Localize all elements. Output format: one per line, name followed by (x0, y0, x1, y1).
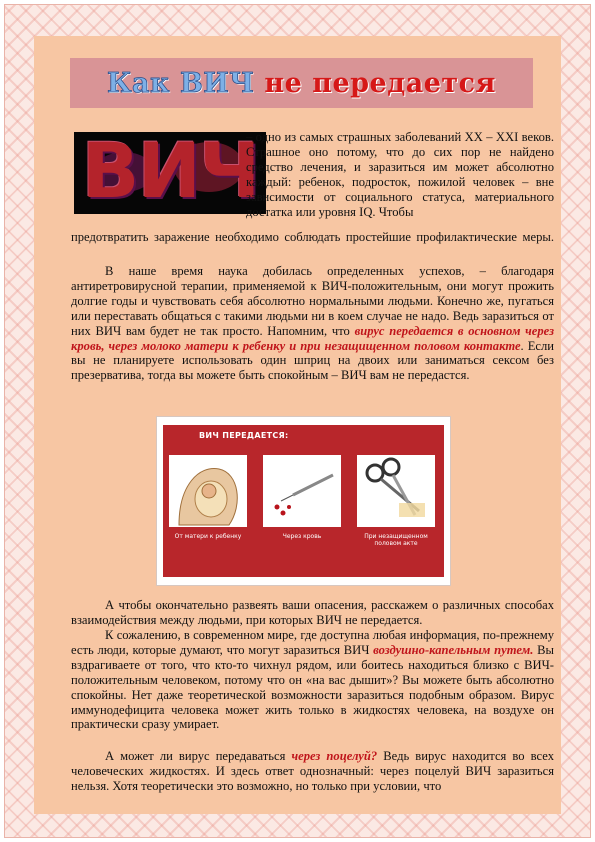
blood-syringe-illustration (263, 455, 341, 527)
title-part-1: Как ВИЧ (107, 67, 255, 99)
transmission-figure (156, 416, 451, 586)
logo-lettering: ВИЧ (81, 132, 259, 214)
scissors-illustration (357, 455, 435, 527)
title-part-2: не передается (264, 67, 496, 99)
title-banner (70, 58, 533, 108)
page (34, 36, 561, 814)
emphasis-kiss: через поцелуй? (291, 749, 378, 763)
intro-text-continued: предотвратить заражение необходимо соблюдать простейшие профилактические меры. (71, 230, 554, 244)
caption-blood: Через кровь (282, 533, 322, 540)
caption-mother-child: От матери к ребенку (174, 533, 242, 540)
paragraph-kiss: А может ли вирус передаваться через поцелуй? Ведь вирус находится во всех человеческих жидкостях. И здесь ответ однозначный: через поцелуй ВИЧ заразиться нельзя. Хотя теоретически это возможно, но только при условии, что (71, 749, 554, 793)
paragraph-reassure: А чтобы окончательно развеять ваши опасения, расскажем о различных способах взаимодействия между людьми, при которых ВИЧ не передается. (71, 598, 554, 627)
paragraph-airborne: К сожалению, в современном мире, где доступна любая информация, по-прежнему есть люди, которые думают, что могут заразиться ВИЧ воздушно-капельным путем. Вы вздрагиваете от того, что кто-то чихнул рядом, или боитесь находиться близко с ВИЧ-положительным человеком, потому что он «на вас дышит»? Вы можете быть абсолютно спокойны. Нет даже теоретической возможности заразиться подобным образом. Вирус иммунодефицита человека может жить только в жидкостях человека, на воздухе он практически сразу умирает. (71, 628, 554, 732)
paragraph-science: В наше время наука добилась определенных успехов, – благодаря антиретровирусной терапии, применяемой к ВИЧ-положительным, они могут прожить долгие годы и чувствовать себя абсолютно нормальными людьми. Конечно же, пугаться или переставать общаться с такими людьми ни в коем случае не надо. Ведь заразиться от них ВИЧ вам будет не так просто. Напомним, что вирус передается в основном через кровь, через молоко матери к ребенку и при незащищенном половом контакте. Если вы не планируете использовать один шприц на двоих или заниматься сексом без презерватива, тогда вы можете быть спокойным – ВИЧ вам не передастся. (71, 264, 554, 383)
hiv-logo-image (74, 132, 266, 214)
emphasis-airborne: воздушно-капельным путем. (373, 642, 534, 657)
intro-text: – одно из самых страшных заболеваний XX – XXI веков. Страшное оно потому, что до сих пор не найдено средство лечения, и заразиться им может абсолютно каждый: ребенок, подросток, пожилой человек – вне зависимости от социального статуса, материального достатка или уровня IQ. Чтобы (246, 130, 554, 219)
figure-title: ВИЧ ПЕРЕДАЕТСЯ: (199, 431, 289, 440)
caption-sex: При незащищенном половом акте (364, 533, 428, 547)
emphasis-transmission: вирус передается в основном через кровь, через молоко матери к ребенку и при незащищенном половом контакте (71, 323, 554, 353)
page-title (107, 68, 496, 99)
mother-child-illustration (169, 455, 247, 527)
